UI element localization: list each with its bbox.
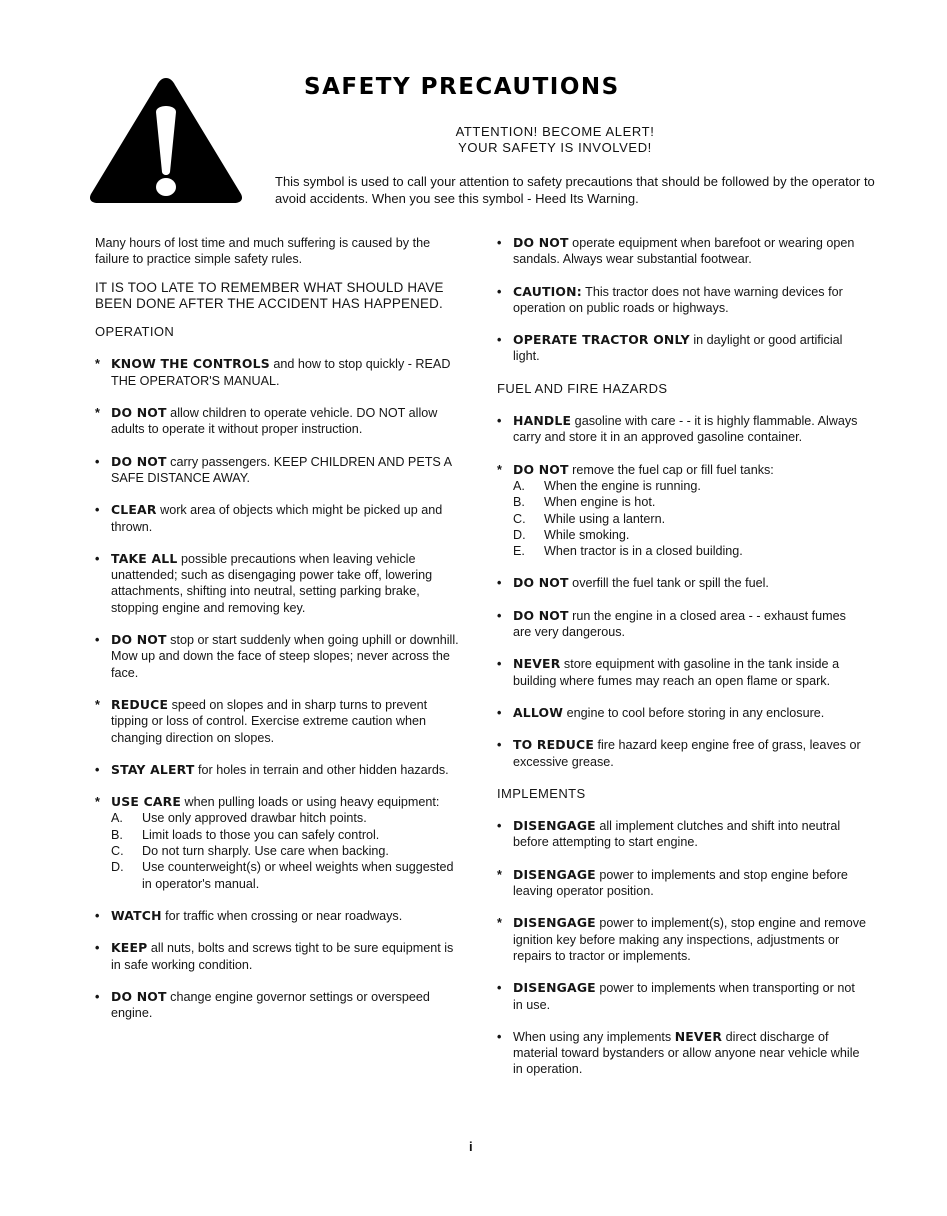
rule-keyword: DISENGAGE xyxy=(513,866,596,882)
rule-keyword: DO NOT xyxy=(111,632,167,648)
rule-keyword: NEVER xyxy=(674,1028,723,1044)
safety-rule xyxy=(95,989,465,1022)
bullet-marker: * xyxy=(95,357,100,372)
safety-rule xyxy=(497,332,867,365)
rule-keyword: ALLOW xyxy=(513,704,564,720)
safety-rule xyxy=(497,1029,867,1078)
sub-item-letter: B. xyxy=(513,495,525,510)
safety-rule xyxy=(95,502,465,535)
section-heading-operation: OPERATION xyxy=(95,324,175,340)
sub-item-letter: D. xyxy=(111,860,124,875)
rule-body: overfill the fuel tank or spill the fuel. xyxy=(568,576,769,591)
bullet-marker: • xyxy=(497,981,502,996)
safety-rule xyxy=(497,608,867,641)
bullet-marker: • xyxy=(95,633,100,648)
rule-text xyxy=(513,463,774,477)
rule-body: gasoline with care - - it is highly flammable. Always carry and store it in an approved gasoline container. xyxy=(513,414,858,445)
rule-body: carry passengers. KEEP CHILDREN AND PETS A SAFE DISTANCE AWAY. xyxy=(111,454,452,485)
safety-rule xyxy=(95,632,465,681)
rule-text xyxy=(513,285,843,315)
rule-text xyxy=(513,916,866,963)
bullet-marker: • xyxy=(497,608,502,623)
rule-body: work area of objects which might be picked up and thrown. xyxy=(111,503,443,534)
bullet-marker: * xyxy=(95,795,100,810)
safety-rule xyxy=(95,454,465,487)
attention-line-1: ATTENTION! BECOME ALERT! xyxy=(455,124,655,139)
rule-body: for holes in terrain and other hidden hazards. xyxy=(194,762,449,777)
rule-keyword: STAY ALERT xyxy=(111,761,195,777)
implements-list xyxy=(497,818,867,1078)
rule-keyword: DO NOT xyxy=(111,988,167,1004)
bullet-marker: • xyxy=(497,657,502,672)
rule-text xyxy=(513,819,840,849)
rule-body: power to implement(s), stop engine and remove ignition key before making any inspections, adjustments or repairs to tractor or implements. xyxy=(513,916,867,963)
rule-text xyxy=(513,333,842,363)
rule-text xyxy=(513,236,854,266)
bullet-marker: • xyxy=(497,576,502,591)
rule-body: in daylight or good artificial light. xyxy=(513,333,843,364)
rule-body: power to implements when transporting or not in use. xyxy=(513,981,855,1012)
safety-rule xyxy=(95,405,465,438)
section-heading-fuel: FUEL AND FIRE HAZARDS xyxy=(497,380,668,396)
sub-item xyxy=(513,511,867,527)
page-title: SAFETY PRECAUTIONS xyxy=(304,74,620,100)
safety-rule xyxy=(497,915,867,964)
bullet-marker: * xyxy=(497,867,502,882)
operation-list xyxy=(95,356,465,1021)
rule-body: store equipment with gasoline in the tank inside a building where fumes may reach an open flame or spark. xyxy=(513,657,840,688)
sub-list xyxy=(111,810,465,891)
attention-line-2: YOUR SAFETY IS INVOLVED! xyxy=(458,140,652,155)
rule-text xyxy=(111,941,453,971)
safety-rule xyxy=(497,413,867,446)
sub-item xyxy=(111,859,465,892)
rule-body: change engine governor settings or overspeed engine. xyxy=(111,989,430,1021)
symbol-explanation: This symbol is used to call your attention to safety precautions that should be followed by the operator to avoid accidents. When you see this symbol - Heed Its Warning. xyxy=(275,174,875,206)
attention-banner xyxy=(400,124,710,156)
rule-body: speed on slopes and in sharp turns to prevent tipping or loss of control. Exercise extreme caution when changing direction on slopes. xyxy=(111,697,428,745)
bullet-marker: • xyxy=(95,503,100,518)
rule-text xyxy=(111,552,432,615)
bullet-marker: • xyxy=(95,989,100,1004)
safety-rule xyxy=(497,462,867,560)
sub-item-text: Use only approved drawbar hitch points. xyxy=(142,811,367,826)
safety-rule xyxy=(497,737,867,770)
rule-text xyxy=(513,706,824,720)
rule-body: remove the fuel cap or fill fuel tanks: xyxy=(568,462,774,477)
rule-keyword: DISENGAGE xyxy=(513,980,596,996)
rule-body: This tractor does not have warning devices for operation on public roads or highways. xyxy=(513,284,843,315)
safety-rule xyxy=(95,940,465,973)
rule-text xyxy=(111,795,439,809)
rule-text xyxy=(111,503,442,533)
rule-text xyxy=(111,698,427,745)
rule-body: When using any implements xyxy=(513,1029,675,1044)
sub-item-letter: E. xyxy=(513,544,525,559)
bullet-marker: * xyxy=(497,462,502,477)
rule-body: operate equipment when barefoot or wearing open sandals. Always wear substantial footwear. xyxy=(513,236,855,267)
sub-item xyxy=(111,827,465,843)
safety-rule xyxy=(95,762,465,778)
sub-item-text: While smoking. xyxy=(544,527,630,542)
rule-keyword: DISENGAGE xyxy=(513,915,596,931)
sub-item xyxy=(111,810,465,826)
fuel-hazards-list xyxy=(497,413,867,770)
safety-rule xyxy=(497,656,867,689)
rule-text xyxy=(513,609,846,639)
rule-keyword: CLEAR xyxy=(111,502,157,518)
sub-item-letter: D. xyxy=(513,527,526,542)
rule-keyword: TO REDUCE xyxy=(513,737,595,753)
sub-item-letter: A. xyxy=(111,811,123,826)
rule-keyword: TAKE ALL xyxy=(111,550,178,566)
rule-keyword: DO NOT xyxy=(513,575,569,591)
safety-rule xyxy=(497,235,867,268)
sub-item-text: Use counterweight(s) or wheel weights when suggested in operator's manual. xyxy=(142,860,454,891)
rule-body: and how to stop quickly - READ THE OPERATOR'S MANUAL. xyxy=(111,357,451,388)
rule-keyword: DO NOT xyxy=(111,453,167,469)
rule-text xyxy=(513,738,861,768)
rule-keyword: DISENGAGE xyxy=(513,818,596,834)
rule-text xyxy=(111,990,430,1020)
safety-rule xyxy=(497,867,867,900)
right-column xyxy=(497,235,867,1094)
rule-keyword: OPERATE TRACTOR ONLY xyxy=(513,332,690,348)
rule-text xyxy=(513,576,769,590)
rule-text xyxy=(111,763,449,777)
sub-item xyxy=(111,843,465,859)
left-column xyxy=(95,235,465,1037)
safety-rule xyxy=(95,356,465,389)
rule-keyword: KNOW THE CONTROLS xyxy=(111,356,270,372)
sub-item-letter: C. xyxy=(111,844,124,859)
sub-item-letter: C. xyxy=(513,511,526,526)
bullet-marker: * xyxy=(95,697,100,712)
sub-item-text: When engine is hot. xyxy=(544,495,656,510)
rule-body: fire hazard keep engine free of grass, leaves or excessive grease. xyxy=(513,738,861,769)
sub-item-letter: A. xyxy=(513,478,525,493)
bullet-marker: • xyxy=(95,941,100,956)
opening-paragraph: Many hours of lost time and much suffering is caused by the failure to practice simple safety rules. xyxy=(95,236,431,267)
bullet-marker: • xyxy=(497,705,502,720)
safety-rule xyxy=(497,980,867,1013)
rule-body: engine to cool before storing in any enclosure. xyxy=(563,705,825,720)
rule-text xyxy=(111,633,459,680)
rule-keyword: DO NOT xyxy=(513,461,569,477)
bullet-marker: * xyxy=(497,916,502,931)
rule-body: possible precautions when leaving vehicle unattended; such as disengaging power take off, lowering attachments, shifting into neutral, setting parking brake, stopping engine and removing key. xyxy=(111,551,433,615)
rule-text xyxy=(111,909,402,923)
bullet-marker: • xyxy=(95,762,100,777)
safety-rule xyxy=(95,551,465,616)
rule-body: when pulling loads or using heavy equipment: xyxy=(181,795,440,810)
rule-text xyxy=(111,406,437,436)
bullet-marker: • xyxy=(497,819,502,834)
bullet-marker: • xyxy=(95,908,100,923)
rule-text xyxy=(513,1030,860,1077)
sub-item-text: Limit loads to those you can safely control. xyxy=(142,827,380,842)
bullet-marker: • xyxy=(497,738,502,753)
bullet-marker: * xyxy=(95,406,100,421)
rule-text xyxy=(513,657,839,687)
sub-item-letter: B. xyxy=(111,827,123,842)
warning-triangle-icon xyxy=(88,76,244,204)
sub-list xyxy=(513,478,867,559)
sub-item-text: Do not turn sharply. Use care when backing. xyxy=(142,844,389,859)
rule-text xyxy=(513,868,848,898)
rule-body: stop or start suddenly when going uphill or downhill. Mow up and down the face of steep slopes; never across the face. xyxy=(111,633,459,680)
bullet-marker: • xyxy=(497,236,502,250)
bullet-marker: • xyxy=(497,414,502,429)
rule-text xyxy=(513,414,857,444)
rule-body: power to implements and stop engine before leaving operator position. xyxy=(513,867,848,899)
rule-body: run the engine in a closed area - - exhaust fumes are very dangerous. xyxy=(513,608,846,640)
safety-rule xyxy=(95,697,465,746)
rule-keyword: HANDLE xyxy=(513,413,572,429)
rule-keyword: DO NOT xyxy=(111,405,167,421)
bullet-marker: • xyxy=(497,333,502,348)
sub-item xyxy=(513,543,867,559)
rule-keyword: WATCH xyxy=(111,907,162,923)
warning-paragraph: IT IS TOO LATE TO REMEMBER WHAT SHOULD HAVE BEEN DONE AFTER THE ACCIDENT HAS HAPPENED. xyxy=(95,279,444,311)
rule-keyword: DO NOT xyxy=(513,607,569,623)
safety-rule xyxy=(497,705,867,721)
safety-rule xyxy=(497,818,867,851)
rule-keyword: REDUCE xyxy=(111,696,169,712)
rule-body: for traffic when crossing or near roadways. xyxy=(161,908,403,923)
safety-rule xyxy=(95,908,465,924)
sub-item-text: When tractor is in a closed building. xyxy=(544,544,743,559)
rule-text xyxy=(111,357,450,387)
rule-text xyxy=(513,981,855,1011)
rule-text xyxy=(111,455,451,485)
rule-keyword: NEVER xyxy=(513,656,561,672)
bullet-marker: • xyxy=(95,454,100,469)
rule-keyword: USE CARE xyxy=(111,794,182,810)
sub-item xyxy=(513,494,867,510)
page-number: i xyxy=(469,1139,473,1154)
rule-body: all nuts, bolts and screws tight to be sure equipment is in safe working condition. xyxy=(111,941,454,972)
rule-body: all implement clutches and shift into neutral before attempting to start engine. xyxy=(513,819,841,850)
rule-body: allow children to operate vehicle. DO NOT allow adults to operate it without proper instruction. xyxy=(111,406,438,437)
bullet-marker: • xyxy=(497,1029,502,1044)
sub-item xyxy=(513,478,867,494)
safety-rule xyxy=(497,284,867,317)
sub-item xyxy=(513,527,867,543)
operation-continued-list xyxy=(497,235,867,365)
rule-keyword: CAUTION: xyxy=(513,283,582,299)
sub-item-text: When the engine is running. xyxy=(544,478,701,493)
bullet-marker: • xyxy=(95,551,100,566)
bullet-marker: • xyxy=(497,284,502,299)
safety-rule xyxy=(95,794,465,892)
sub-item-text: While using a lantern. xyxy=(544,511,666,526)
section-heading-implements: IMPLEMENTS xyxy=(497,785,586,801)
safety-rule xyxy=(497,575,867,591)
rule-body: direct discharge of material toward bystanders or allow anyone near vehicle while in operation. xyxy=(513,1029,860,1077)
rule-keyword: KEEP xyxy=(111,940,148,956)
rule-keyword: DO NOT xyxy=(513,235,569,250)
